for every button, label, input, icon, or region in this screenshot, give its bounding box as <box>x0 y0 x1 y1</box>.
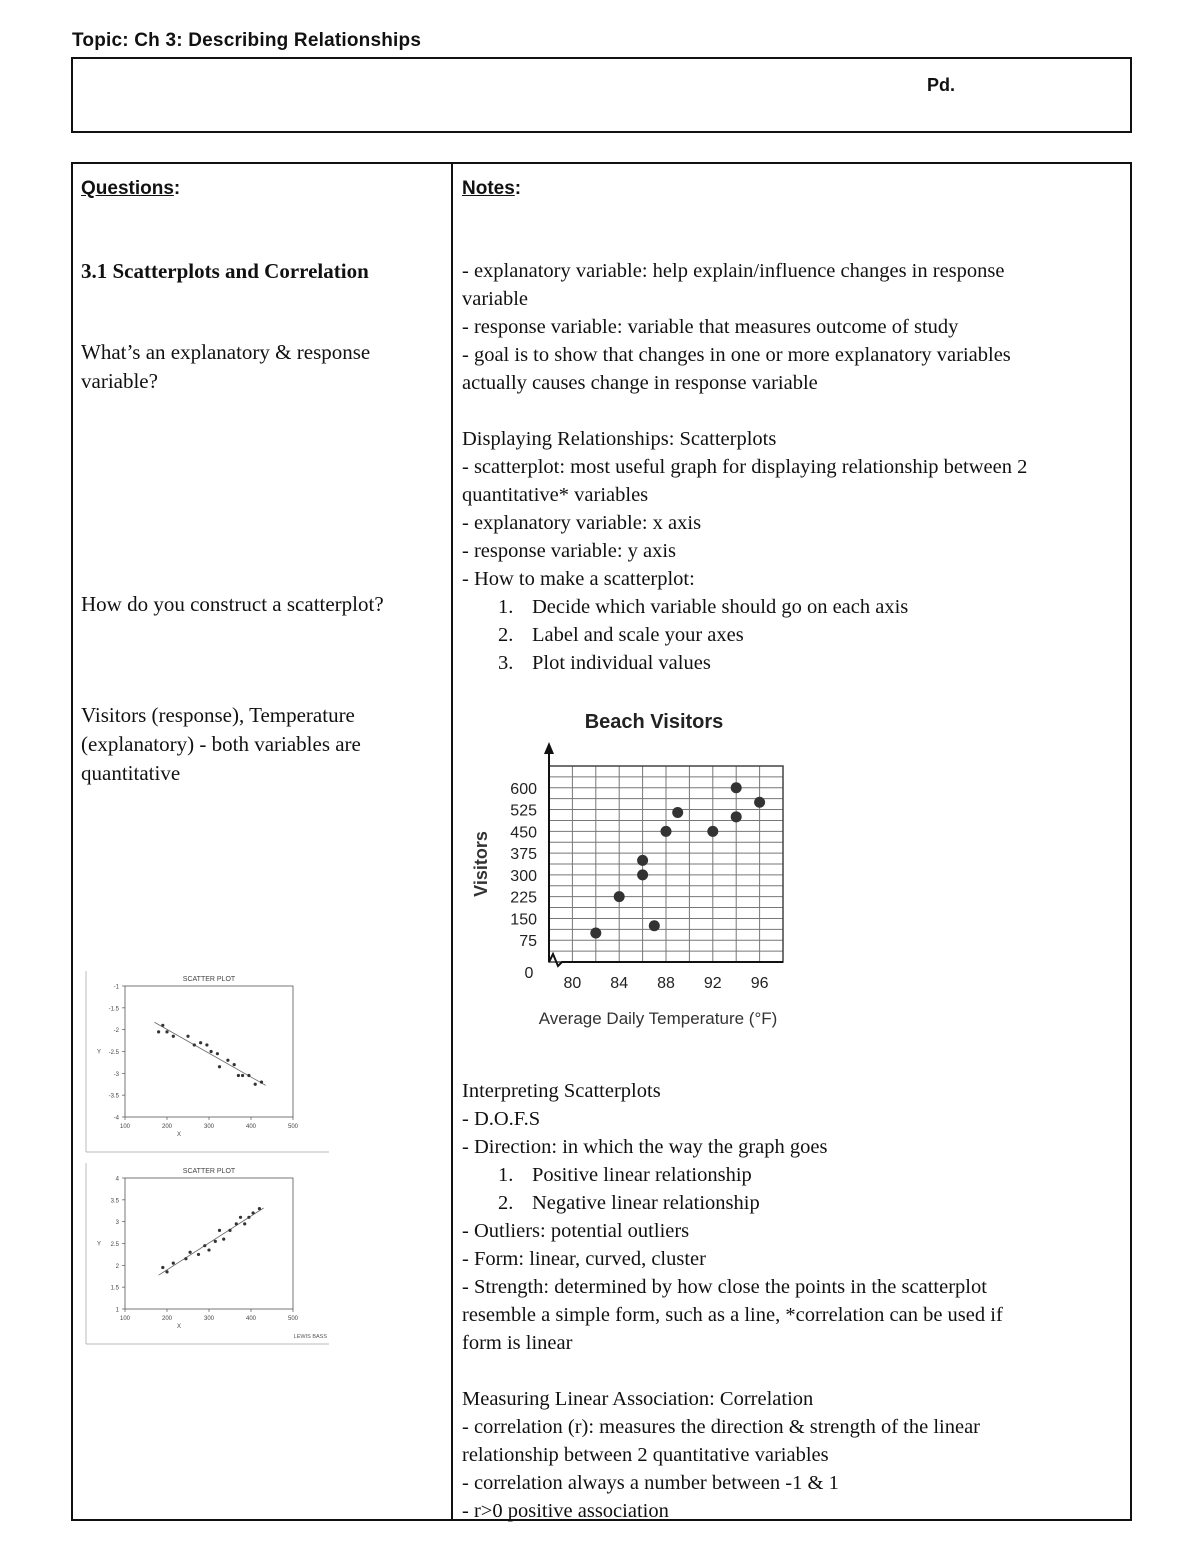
thumbnail-y-tick-label: 1.5 <box>110 1285 119 1292</box>
question-construct-scatterplot: How do you construct a scatterplot? <box>81 592 384 616</box>
thumbnail-y-tick-label: 2 <box>115 1263 119 1270</box>
note-line: - correlation always a number between -1 & 1 <box>462 1472 839 1494</box>
thumbnail-point <box>239 1216 242 1219</box>
thumbnail-point <box>157 1030 160 1033</box>
note-line: - Direction: in which the way the graph goes <box>462 1136 828 1158</box>
thumbnail-point <box>165 1270 168 1273</box>
thumbnail-x-tick-label: 100 <box>119 1124 131 1130</box>
note-line: - response variable: y axis <box>462 540 677 562</box>
thumbnail-point <box>218 1065 221 1068</box>
thumbnail-title: SCATTER PLOT <box>182 1168 236 1175</box>
questions-header: Questions: <box>81 178 181 199</box>
x-tick-label: 96 <box>750 975 769 992</box>
list-item: 2. Label and scale your axes <box>498 624 744 646</box>
note-line: - D.O.F.S <box>462 1108 541 1130</box>
note-heading: Interpreting Scatterplots <box>462 1080 661 1102</box>
negative-scatter-thumbnail <box>85 970 330 1153</box>
y-tick-label: 450 <box>510 824 537 842</box>
thumbnail-point <box>252 1211 255 1214</box>
page-topic: Topic: Ch 3: Describing Relationships <box>72 30 422 51</box>
notes-header: Notes: <box>462 178 522 199</box>
thumbnail-y-tick-label: 3.5 <box>110 1198 119 1205</box>
thumbnail-point <box>199 1041 202 1044</box>
thumbnail-point <box>165 1030 168 1033</box>
list-item: 3. Plot individual values <box>498 652 711 674</box>
thumbnail-point <box>189 1251 192 1254</box>
thumbnail-x-label: X <box>176 1324 182 1330</box>
thumbnail-point <box>235 1222 238 1225</box>
thumbnail-point <box>214 1240 217 1243</box>
note-line: - Outliers: potential outliers <box>462 1220 690 1242</box>
thumbnail-y-label: Y <box>96 1241 102 1248</box>
note-line: - response variable: variable that measures outcome of study <box>462 316 959 338</box>
y-tick-label: 525 <box>510 802 537 820</box>
data-point <box>637 869 648 880</box>
y-axis-arrow <box>544 742 554 754</box>
data-point <box>637 855 648 866</box>
period-label: Pd. <box>927 75 956 95</box>
thumbnail-point <box>233 1063 236 1066</box>
data-point <box>590 927 601 938</box>
name-box[interactable] <box>71 57 1132 133</box>
data-point <box>661 826 672 837</box>
thumbnail-y-label: Y <box>96 1049 102 1056</box>
x-tick-label: 88 <box>657 975 675 992</box>
column-divider <box>451 164 453 1519</box>
question-visitors-temperature: Visitors (response), Temperature (explanatory) - both variables are quantitative <box>81 703 361 785</box>
thumbnail-point <box>241 1074 244 1077</box>
thumbnail-title: SCATTER PLOT <box>182 976 236 983</box>
thumbnail-footer: LEWIS BASS <box>293 1334 327 1340</box>
y-tick-label: 600 <box>510 780 537 798</box>
thumbnail-point <box>218 1229 221 1232</box>
thumbnail-point <box>186 1035 189 1038</box>
note-line: - explanatory variable: help explain/influence changes in response <box>462 260 1005 282</box>
note-line: - Strength: determined by how close the points in the scatterplot <box>462 1276 987 1298</box>
thumbnail-point <box>260 1080 263 1083</box>
thumbnail-point <box>184 1257 187 1260</box>
x-tick-label: 80 <box>563 975 582 992</box>
thumbnail-frame <box>125 1178 293 1309</box>
thumbnail-x-label: X <box>176 1132 182 1138</box>
thumbnail-point <box>172 1035 175 1038</box>
beach-visitors-chart <box>465 704 805 1034</box>
thumbnail-x-tick-label: 300 <box>203 1124 215 1130</box>
thumbnail-y-tick-label: 2.5 <box>110 1242 119 1248</box>
list-item: 2. Negative linear relationship <box>498 1192 760 1214</box>
origin-label: 0 <box>524 965 534 982</box>
thumbnail-point <box>222 1238 225 1241</box>
thumbnail-frame <box>125 986 293 1117</box>
thumbnail-y-tick-label: -3.5 <box>108 1093 119 1100</box>
data-point <box>731 811 742 822</box>
thumbnail-x-tick-label: 300 <box>203 1316 215 1322</box>
y-axis-label: Visitors <box>471 831 491 897</box>
y-tick-label: 225 <box>510 889 537 907</box>
thumbnail-y-tick-label: -3 <box>113 1071 119 1078</box>
list-item: 1. Positive linear relationship <box>498 1164 752 1186</box>
thumbnail-x-tick-label: 200 <box>161 1316 173 1322</box>
question-explanatory-response: What’s an explanatory & response variable? <box>81 340 371 393</box>
thumbnail-point <box>172 1262 175 1265</box>
list-item: 1. Decide which variable should go on each axis <box>498 596 909 618</box>
data-point <box>649 920 660 931</box>
note-line: - Form: linear, curved, cluster <box>462 1248 706 1270</box>
thumbnail-x-tick-label: 500 <box>287 1124 299 1130</box>
thumbnail-point <box>197 1253 200 1256</box>
thumbnail-y-tick-label: 3 <box>115 1220 119 1227</box>
x-axis-label: Average Daily Temperature (°F) <box>538 1009 778 1028</box>
thumbnail-point <box>207 1248 210 1251</box>
thumbnail-point <box>193 1043 196 1046</box>
note-line: quantitative* variables <box>462 484 649 506</box>
note-line: - explanatory variable: x axis <box>462 512 702 534</box>
thumbnail-point <box>243 1222 246 1225</box>
note-line: - r>0 positive association <box>462 1500 669 1522</box>
thumbnail-point <box>226 1059 229 1062</box>
note-line: - How to make a scatterplot: <box>462 568 695 590</box>
thumbnail-point <box>247 1074 250 1077</box>
positive-scatter-thumbnail <box>85 1162 330 1345</box>
thumbnail-y-tick-label: -1 <box>113 984 119 991</box>
thumbnail-point <box>247 1216 250 1219</box>
note-heading: Measuring Linear Association: Correlation <box>462 1388 814 1410</box>
data-point <box>754 797 765 808</box>
cornell-notes-table <box>71 162 1132 1521</box>
y-tick-label: 300 <box>510 867 537 885</box>
note-line: variable <box>462 288 529 310</box>
thumbnail-point <box>205 1043 208 1046</box>
thumbnail-point <box>161 1266 164 1269</box>
data-point <box>614 891 625 902</box>
chart-title: Beach Visitors <box>584 711 724 733</box>
note-line: resemble a simple form, such as a line, *correlation can be used if <box>462 1304 1003 1326</box>
y-tick-label: 150 <box>510 911 537 929</box>
note-line: actually causes change in response variable <box>462 372 818 394</box>
thumbnail-point <box>210 1050 213 1053</box>
thumbnail-point <box>237 1074 240 1077</box>
x-tick-label: 92 <box>703 975 722 992</box>
thumbnail-point <box>216 1052 219 1055</box>
y-tick-label: 75 <box>519 933 537 951</box>
thumbnail-y-tick-label: -4 <box>113 1115 119 1122</box>
note-line: - goal is to show that changes in one or more explanatory variables <box>462 344 1011 366</box>
thumbnail-point <box>258 1207 261 1210</box>
note-line: relationship between 2 quantitative variables <box>462 1444 829 1466</box>
section-title: 3.1 Scatterplots and Correlation <box>81 259 369 283</box>
note-line: form is linear <box>462 1332 573 1354</box>
x-tick-label: 84 <box>610 975 629 992</box>
thumbnail-y-tick-label: 1 <box>115 1307 119 1314</box>
thumbnail-point <box>254 1083 257 1086</box>
thumbnail-x-tick-label: 400 <box>245 1124 257 1130</box>
thumbnail-x-tick-label: 400 <box>245 1316 257 1322</box>
thumbnail-y-tick-label: 4 <box>115 1176 119 1183</box>
note-line: - correlation (r): measures the direction & strength of the linear <box>462 1416 980 1438</box>
data-point <box>707 826 718 837</box>
thumbnail-point <box>161 1024 164 1027</box>
thumbnail-y-tick-label: -2.5 <box>108 1050 119 1056</box>
data-point <box>731 782 742 793</box>
thumbnail-x-tick-label: 200 <box>161 1124 173 1130</box>
thumbnail-y-tick-label: -1.5 <box>108 1006 119 1013</box>
thumbnail-point <box>203 1244 206 1247</box>
note-heading: Displaying Relationships: Scatterplots <box>462 428 777 450</box>
thumbnail-x-tick-label: 100 <box>119 1316 131 1322</box>
y-tick-label: 375 <box>510 846 537 864</box>
note-line: - scatterplot: most useful graph for displaying relationship between 2 <box>462 456 1028 478</box>
data-point <box>672 807 683 818</box>
thumbnail-x-tick-label: 500 <box>287 1316 299 1322</box>
thumbnail-y-tick-label: -2 <box>113 1028 119 1035</box>
thumbnail-point <box>228 1229 231 1232</box>
